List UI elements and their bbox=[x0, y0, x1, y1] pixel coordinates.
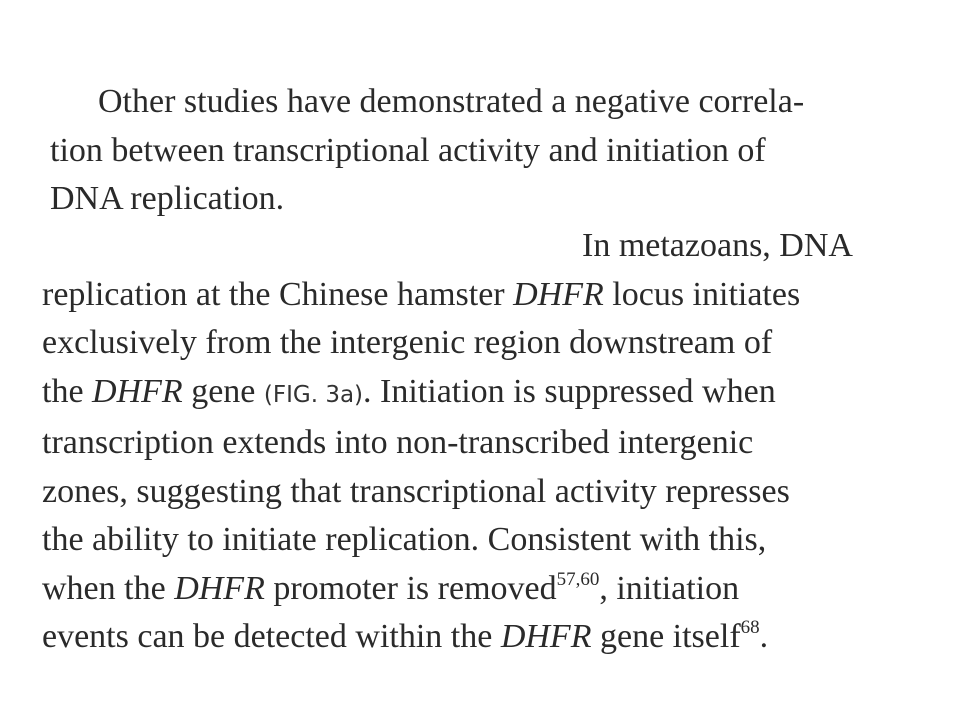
text-line bbox=[42, 271, 912, 320]
text-line: exclusively from the intergenic region downstream of bbox=[42, 324, 773, 361]
text-line: In metazoans, DNA bbox=[582, 227, 853, 264]
gene-name-italic: DHFR bbox=[513, 275, 604, 313]
text-run: . bbox=[759, 618, 769, 655]
paragraph-metazoans bbox=[42, 222, 912, 662]
text-run: gene itself bbox=[591, 618, 741, 655]
paragraph-negative-correlation bbox=[50, 78, 910, 224]
text-line: the ability to initiate replication. Consistent with this, bbox=[42, 521, 767, 558]
citation-superscript: 57,60 bbox=[556, 568, 600, 590]
text-run: events can be detected within the bbox=[42, 618, 501, 655]
text-line: Other studies have demonstrated a negative correla- bbox=[98, 83, 805, 120]
text-run: the bbox=[42, 372, 93, 410]
text-run: , initiation bbox=[599, 569, 740, 607]
gene-name-italic: DHFR bbox=[500, 618, 592, 655]
gene-name-italic: DHFR bbox=[92, 372, 183, 410]
citation-superscript: 68 bbox=[740, 617, 760, 638]
text-line: DNA replication. bbox=[50, 180, 285, 217]
figure-reference: (FIG. 3a) bbox=[263, 381, 364, 408]
gene-name-italic: DHFR bbox=[174, 569, 265, 607]
text-line bbox=[42, 368, 912, 420]
text-run: promoter is removed bbox=[264, 569, 557, 607]
text-line bbox=[42, 565, 912, 614]
text-line: transcription extends into non-transcribed intergenic bbox=[42, 424, 754, 461]
text-line: zones, suggesting that transcriptional activity represses bbox=[42, 472, 790, 510]
text-run: when the bbox=[42, 569, 175, 607]
text-run: . Initiation is suppressed when bbox=[363, 372, 776, 410]
text-run: replication at the Chinese hamster bbox=[42, 275, 514, 313]
text-line: tion between transcriptional activity and initiation of bbox=[50, 131, 766, 169]
text-line bbox=[42, 613, 912, 662]
text-run: locus initiates bbox=[603, 275, 801, 313]
text-run: gene bbox=[182, 372, 264, 410]
